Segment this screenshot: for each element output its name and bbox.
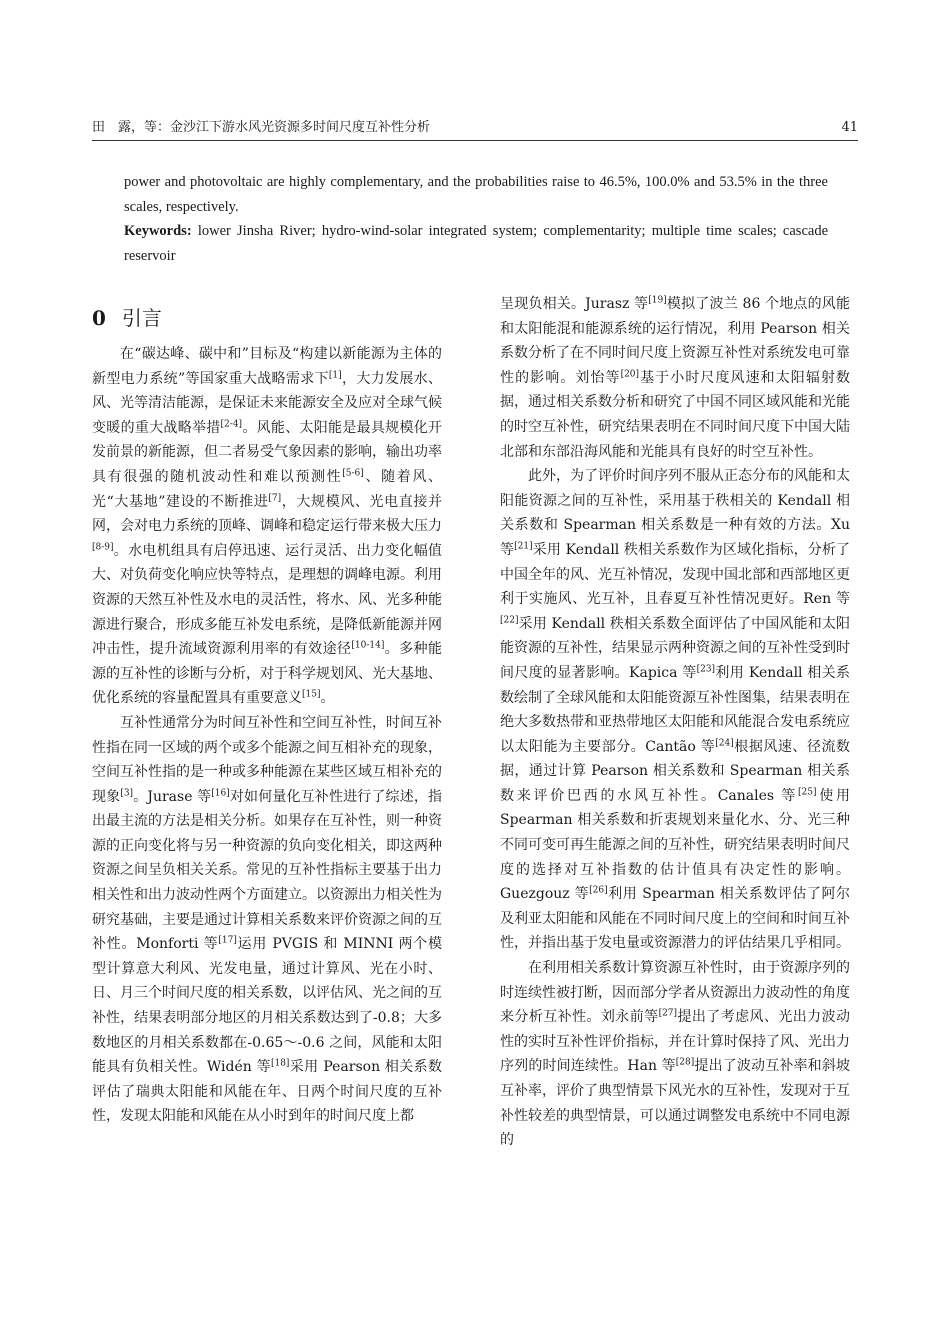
citation: [17] bbox=[218, 935, 237, 946]
section-heading bbox=[92, 306, 442, 330]
text-run: 在利用相关系数计算资源互补性时，由于资源序列的时连续性被打断，因而部分学者从资源出力波动性的角度来分析互补性。刘永前等 bbox=[500, 960, 850, 1026]
paragraph bbox=[500, 292, 850, 464]
running-title: 田 露，等：金沙江下游水风光资源多时间尺度互补性分析 bbox=[92, 120, 431, 135]
text-run: 模拟了波兰 86 个地点的风能和太阳能混和能源系统的运行情况，利用 Pearson 相关系数分析了在不同时间尺度上资源互补性对系统发电可靠性的影响。刘怡等 bbox=[500, 296, 850, 386]
text-run: 采用 Kendall 秩相关系数全面评估了中国风能和太阳能资源的互补性，结果显示两种资源之间的互补性受到时间尺度的显著影响。Kapica 等 bbox=[500, 615, 850, 681]
citation: [23] bbox=[696, 664, 716, 675]
citation: [10-14] bbox=[351, 640, 385, 651]
citation: [21] bbox=[514, 541, 533, 552]
text-run: 基于小时尺度风速和太阳辐射数据，通过相关系数分析和研究了中国不同区域风能和光能的时空互补性，研究结果表明在不同时间尺度下中国大陆北部和东部沿海风能和光能具有良好的时空互补性。 bbox=[500, 369, 851, 460]
text-run: 使用 Spearman 相关系数和折衷规划来量化水、分、光三种不同可变可再生能源之间的互补性，研究结果表明时间尺度的选择对互补指数的估计值具有决定性的影响。Guezgouz 等 bbox=[500, 787, 850, 903]
keywords-line bbox=[124, 219, 828, 268]
text-run: 。多种能源的互补性的诊断与分析，对于科学规划风、光大基地、优化系统的容量配置具有重要意义 bbox=[92, 641, 443, 707]
citation: [15] bbox=[302, 689, 321, 700]
paragraph bbox=[92, 342, 442, 711]
citation: [1] bbox=[328, 369, 342, 380]
text-run: ，大规模风、光电直接并网，会对电力系统的顶峰、调峰和稳定运行带来极大压力 bbox=[92, 493, 442, 535]
text-run: 。 bbox=[320, 690, 335, 707]
text-run: 此外，为了评价时间序列不服从正态分布的风能和太阳能资源之间的互补性，采用基于秩相关的 Kendall 相关系数和 Spearman 相关系数是一种有效的方法。Xu 等 bbox=[500, 468, 850, 558]
citation: [3] bbox=[120, 788, 134, 799]
text-run: 互补性通常分为时间互补性和空间互补性，时间互补性指在同一区域的两个或多个能源之间互相补充的现象，空间互补性指的是一种或多种能源在某些区域互相补充的现象 bbox=[92, 714, 442, 805]
citation: [8-9] bbox=[92, 542, 114, 553]
text-run: 利用 Kendall 相关系数绘制了全球风能和太阳能资源互补性图集，结果表明在绝大多数热带和亚热带地区太阳能和风能混合发电系统应以太阳能为主要部分。Cantão 等 bbox=[500, 664, 850, 755]
citation: [25] bbox=[798, 787, 817, 798]
citation: [19] bbox=[648, 295, 667, 306]
text-run: 提出了波动互补率和斜坡互补率，评价了典型情景下风光水的互补性，发现对于互补性较差的典型情景，可以通过调整发电系统中不同电源的 bbox=[500, 1058, 850, 1149]
citation: [2-4] bbox=[220, 419, 243, 430]
text-run: 提出了考虑风、光出力波动性的实时互补性评价指标，并在计算时保持了风、光出力序列的时间连续性。Han 等 bbox=[500, 1009, 851, 1075]
left-column bbox=[92, 292, 442, 1129]
citation: [7] bbox=[268, 492, 282, 503]
citation: [18] bbox=[270, 1058, 290, 1069]
text-run: 对如何量化互补性进行了综述，指出最主流的方法是相关分析。如果存在互补性，则一种资源的正向变化将与另一种资源的负向变化相关，即这两种资源之间呈负相关关系。常见的互补性指标主要基于出力相关性和出力波动性两个方面建立。以资源出力相关性为研究基础，主要是通过计算相关系数来评价资源之间的互补性。Monforti 等 bbox=[92, 788, 443, 953]
page-header bbox=[92, 118, 858, 141]
citation: [22] bbox=[500, 615, 519, 626]
citation: [20] bbox=[620, 369, 640, 380]
text-run: 采用 Pearson 相关系数评估了瑞典太阳能和风能在年、日两个时间尺度的互补性，发现太阳能和风能在从小时到年的时间尺度上都 bbox=[92, 1059, 442, 1125]
section-title: 引言 bbox=[121, 306, 162, 330]
citation: [24] bbox=[715, 738, 734, 749]
citation: [27] bbox=[658, 1008, 678, 1019]
page-number: 41 bbox=[841, 120, 858, 135]
citation: [28] bbox=[675, 1057, 695, 1068]
keywords-text: lower Jinsha River; hydro-wind-solar integrated system; complementarity; multiple time scales; cascade reservoir bbox=[124, 223, 829, 264]
paragraph bbox=[500, 464, 850, 956]
text-run: 呈现负相关。Jurasz 等 bbox=[500, 296, 649, 312]
text-run: 采用 Kendall 秩相关系数作为区域化指标，分析了中国全年的风、光互补情况，发现中国北部和西部地区更利于实施风、光互补，且春夏互补性情况更好。Ren 等 bbox=[500, 541, 850, 608]
citation: [5-6] bbox=[342, 468, 364, 479]
text-run: ，大力发展水、风、光等清洁能源，是保证未来能源安全及应对全球气候变暖的重大战略举措 bbox=[92, 370, 443, 436]
text-run: 运用 PVGIS 和 MINNI 两个模型计算意大利风、光发电量，通过计算风、光在小时、日、月三个时间尺度的相关系数，以评估风、光之间的互补性，结果表明部分地区的月相关系数达到了-0.8；大多数地区的月相关系数都在-0.65～-0.6 之间，风能和太阳能具有负相关性。Widén 等 bbox=[92, 936, 442, 1076]
text-run: 根据风速、径流数据，通过计算 Pearson 相关系数和 Spearman 相关系数来评价巴西的水风互补性。Canales 等 bbox=[500, 738, 850, 804]
text-run: 。Jurase 等 bbox=[133, 788, 212, 805]
abstract-tail bbox=[124, 170, 828, 268]
citation: [26] bbox=[589, 885, 608, 896]
paragraph bbox=[500, 956, 850, 1153]
section-number: 0 bbox=[92, 306, 106, 330]
text-run: 。水电机组具有启停迅速、运行灵活、出力变化幅值大、对负荷变化响应快等特点，是理想的调峰电源。利用资源的天然互补性及水电的灵活性，将水、风、光多种能源进行聚合，形成多能互补发电系统，是降低新能源并网冲击性，提升流域资源利用率的有效途径 bbox=[92, 542, 442, 658]
text-run: 、随着风、光“大基地”建设的不断推进 bbox=[92, 468, 443, 510]
keywords-label: Keywords: bbox=[124, 223, 192, 239]
text-run: 在“碳达峰、碳中和”目标及“构建以新能源为主体的新型电力系统”等国家重大战略需求下 bbox=[92, 346, 442, 387]
right-column bbox=[500, 292, 850, 1153]
citation: [16] bbox=[211, 788, 230, 799]
abstract-text: power and photovoltaic are highly complementary, and the probabilities raise to 46.5%, 100.0% and 53.5% in the three scales, respectively. bbox=[124, 174, 828, 215]
text-run: 利用 Spearman 相关系数评估了阿尔及利亚太阳能和风能在不同时间尺度上的空间和时间互补性，并指出基于发电量或资源潜力的评估结果几乎相同。 bbox=[500, 886, 850, 952]
paragraph bbox=[92, 711, 442, 1129]
text-run: 。风能、太阳能是最具规模化开发前景的新能源，但二者易受气象因素的影响，输出功率具有很强的随机波动性和难以预测性 bbox=[92, 419, 443, 485]
